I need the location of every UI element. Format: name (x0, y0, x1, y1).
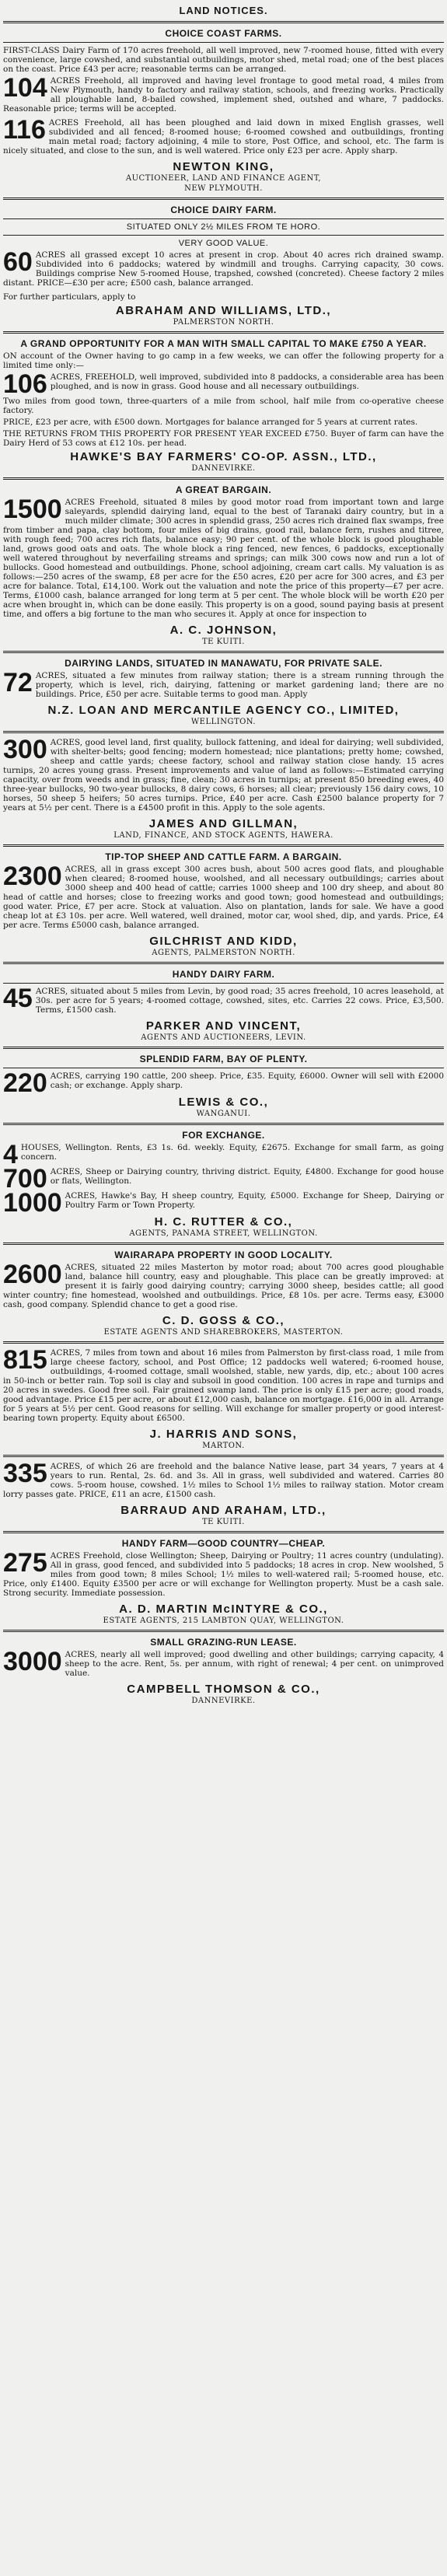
divider (3, 1047, 444, 1049)
advert-text: ACRES all grassed except 10 acres at present in crop. About 40 acres rich drained swamp. Subdivided into 6 paddocks; watered by windmill and troughs. Carrying capacity, 30 cows. Buildings comprise New 5-roomed House, trapshed, cowshed (concreted). Cheese factory 2 miles distant. PRICE—£30 per acre; £500 cash, balance arranged. (3, 250, 444, 288)
advert-paragraph (3, 73, 444, 114)
advert-text: ACRES, carrying 190 cattle, 200 sheep. Price, £35. Equity, £6000. Owner will sell with £2000 cash; or exchange. Apply sharp. (50, 1071, 444, 1090)
agent-place: DANNEVIRKE. (191, 464, 256, 473)
agent-name: N.Z. LOAN AND MERCANTILE AGENCY CO., LIMITED, (47, 704, 400, 717)
acreage-lead: 815 (3, 1345, 47, 1375)
advert-paragraph: For further particulars, apply to (3, 292, 136, 302)
advert-text: ACRES, all in grass except 300 acres bush, about 500 acres good flats, and ploughable when cleared; 8-roomed house, woolshed, and all necessary outbuildings; carries about 3000 sheep and 400 head of cattle; carries 1000 sheep and 100 dry sheep, and about 80 head of cattle and horses; close to freezing works and good town; good homestead and outbuildings; good water. Price, £7 per acre. Stock at valuation. Also on plantation, lands for sale. We have a good cheap lot at £3 10s. per acre. Well watered, well drained, motor car, wool shed, dip, and yards. Price, £4 per acre. Terms £5000 cash, balance arranged. (3, 865, 444, 930)
acreage-lead: 1500 (3, 495, 62, 524)
acreage-lead: 72 (3, 668, 33, 697)
agent-name: J. HARRIS AND SONS, (149, 1428, 298, 1441)
agent-name: H. C. RUTTER & CO., (154, 1215, 293, 1229)
advert-paragraph (3, 862, 444, 930)
advert-paragraph (3, 247, 444, 288)
advert-title: SPLENDID FARM, BAY OF PLENTY. (139, 1054, 308, 1064)
divider (3, 218, 444, 219)
advert-paragraph (3, 495, 444, 619)
advert-paragraph (3, 369, 444, 399)
advert-paragraph (3, 668, 444, 699)
agent-name: NEWTON KING, (173, 160, 274, 173)
advert-text: ACRES, good level land, first quality, bullock fattening, and ideal for dairying; well subdivided, with shelter-belts; good fencing; modern homestead; nice plantations; pretty home; cowshed, sheep and cattle yards; cheese factory, school and railway station close handy. 15 acres turnips, 20 acres young grass. Present improvements and value of land as follows:—Estimated carrying capacity, over from weeds and in grass; fine, clean; 30 acres in turnips; at present 850 breeding ewes, 40 three-year bullocks, 90 two-year bullocks, 8 dairy cows, 6 horses; all clear; previously 156 dairy cows, 10 horses, 50 sheep 5 heifers; 50 acres turnips. Price, £40 per acre. Cash £2500 balance property for 7 years at 5½ per cent. There is a £4500 profit in this. Apply to the sole agents. (3, 738, 444, 813)
agent-name: BARRAUD AND ARAHAM, LTD., (120, 1504, 327, 1517)
divider (3, 331, 444, 334)
advert-text: ACRES, situated a few minutes from railway station; there is a stream running through the property, which is level, rich, dairying, fattening or market gardening land; there are no buildings. Price, £50 per acre. Suitable terms to good man. Apply (35, 671, 444, 699)
advert-te-kuiti (3, 1459, 444, 1526)
page-heading: LAND NOTICES. (179, 5, 268, 16)
acreage-lead: 300 (3, 735, 47, 764)
agent-place: AGENTS, PANAMA STREET, WELLINGTON. (129, 1229, 318, 1238)
advert-text: HOUSES, Wellington. Rents, £3 1s. 6d. weekly. Equity, £2675. Exchange for small farm, as going concern. (20, 1143, 444, 1162)
advert-paragraph (3, 1459, 444, 1499)
agent-place: ESTATE AGENTS AND SHAREBROKERS, MASTERTON. (103, 1328, 344, 1337)
advert-text: ACRES Freehold, close Wellington; Sheep, Dairying or Poultry; 11 acres country (undulating). All in grass, good fenced, and subdivided into 5 paddocks; 18 acres in crop. New woolshed, 5 miles from good town; 8 miles School; 1½ miles to well-watered rail; 5-roomed house, etc. Price, only £1400. Equity £3500 per acre or will exchange for Wellington property. Must be a cash sale. Strong security. Immediate possession. (3, 1551, 444, 1598)
advert-marton (3, 1345, 444, 1450)
advert-tagline: VERY GOOD VALUE. (178, 239, 269, 248)
divider (3, 962, 444, 964)
advert-paragraph (3, 1068, 444, 1098)
advert-paragraph (3, 1164, 444, 1194)
divider (3, 731, 444, 733)
divider (3, 1630, 444, 1632)
advert-bay-of-plenty (3, 1054, 444, 1118)
advert-paragraph (3, 115, 444, 156)
advert-text: ACRES Freehold, situated 8 miles by good motor road from important town and large saleyards, splendid dairying land, equal to the best of Taranaki dairy country, but in a much milder climate; 300 acres in splendid grass, 250 acres rich drained flax swamps, free from timber and papa, clay bottom, four miles of big drains, good rail, balance fern, rushes and titree, with rough feed; 700 acres rich flats, balance easy; 90 per cent. of the whole block is good ploughable land, grows good oats and oats. The whole block a ring fenced, new fences, 6 paddocks, exceptionally well watered throughout by neverfailing streams and springs; can milk 300 cows now and run a lot of bullocks. Good homestead and outbuildings. Phone, school adjoining, cream cart calls. My valuation is as follows:—250 acres of the swamp, £8 per acre for the £50 acres, £20 per acre for 300 acres, and £3 per acre for balance. Total, £14,100. Work out the valuation and note the price of this property—£7 per acre. Terms, £1000 cash, balance arranged for long term at 5 per cent. The whole block will be worth £20 per acre when brought in, which can be done easily. This property is on a good, sound paying basis at present time, and offers a big fortune to the man who secures it. Apply at once for inspection to (3, 498, 444, 619)
advert-paragraph (3, 1647, 444, 1678)
divider (3, 844, 444, 847)
advert-text: ACRES, Sheep or Dairying country, thriving district. Equity, £4800. Exchange for good house or flats, Wellington. (50, 1167, 444, 1186)
acreage-lead: 2300 (3, 862, 62, 891)
agent-place: PALMERSTON NORTH. (173, 318, 274, 327)
advert-text: ACRES, FREEHOLD, well improved, subdivided into 8 paddocks, a considerable area has been ploughed, and is now in grass. Good house and all necessary outbuildings. (50, 372, 444, 391)
advert-small-grazing-run (3, 1637, 444, 1705)
land-notices-page (3, 0, 444, 1707)
advert-text: ACRES Freehold, all improved and having level frontage to good metal road, 4 miles from New Plymouth, handy to factory and railway station, schools, and freezing works. Practically all ploughable land, 8-bailed cowshed, implement shed, outshed and whare, 7 paddocks. Reasonable price; terms will be accepted. (3, 76, 444, 114)
advert-text: ACRES, of which 26 are freehold and the balance Native lease, part 34 years, 7 years at 4 years to run. Rental, 2s. 6d. and 3s. All in grass, well subdivided and watered. Carries 80 cows. 5-room house, cowshed. 1½ miles to School 1½ miles to railway station. Motor cream lorry passes gate. PRICE, £11 an acre, £1500 cash. (3, 1462, 444, 1499)
advert-title: DAIRYING LANDS, SITUATED IN MANAWATU, FOR PRIVATE SALE. (65, 658, 382, 669)
agent-name: PARKER AND VINCENT, (145, 1019, 302, 1033)
acreage-lead: 1000 (3, 1188, 62, 1218)
agent-name: A. C. JOHNSON, (169, 624, 278, 637)
agent-role: AUCTIONEER, LAND AND FINANCE AGENT, (125, 174, 322, 183)
advert-paragraph (3, 1260, 444, 1309)
advert-choice-dairy-farm (3, 204, 444, 327)
divider (3, 1243, 444, 1245)
agent-name: C. D. GOSS & CO., (162, 1314, 285, 1327)
acreage-lead: 106 (3, 369, 47, 399)
advert-paragraph: PRICE, £23 per acre, with £500 down. Mortgages for balance arranged for 5 years at current rates. (3, 418, 418, 427)
advert-paragraph: ON account of the Owner having to go camp in a few weeks, we can offer the following property for a limited time only:— (3, 351, 444, 370)
advert-title: CHOICE DAIRY FARM. (170, 204, 277, 215)
advert-text: ACRES, 7 miles from town and about 16 miles from Palmerston by first-class road, 1 mile from large cheese factory, school, and Post Office; 12 paddocks well watered; 6-roomed house, outbuildings, 4-roomed cottage, small woolshed, stable, new yards, dip, etc.; about 100 acres in 50-inch or better rain. Top soil is clay and subsoil in good condition. 100 acres in rape and turnips and 20 acres in swedes. Good free soil. Fair grained swamp land. The price is only £15 per acre; good roads, good advantage. Price £15 per acre, or about £12,000 cash, balance on mortgage. £16,000 in all. Arrange for 5 years at 5½ per cent. Good reasons for selling. Will exchange for smaller property or good interest-bearing town property. Equity about £6500. (3, 1348, 444, 1423)
acreage-lead: 335 (3, 1459, 47, 1488)
advert-text: ACRES, nearly all well improved; good dwelling and other buildings; carrying capacity, 4 sheep to the acre. Rent, 5s. per annum, with right of renewal; 4 per cent. on unimproved value. (65, 1650, 444, 1678)
agent-name: ABRAHAM AND WILLIAMS, LTD., (115, 304, 332, 317)
acreage-lead: 116 (3, 115, 46, 145)
advert-tip-top (3, 851, 444, 957)
advert-manawatu (3, 658, 444, 726)
advert-title: TIP-TOP SHEEP AND CATTLE FARM. A BARGAIN. (105, 851, 342, 862)
advert-title: CHOICE COAST FARMS. (165, 28, 282, 39)
advert-title: HANDY FARM—GOOD COUNTRY—CHEAP. (121, 1538, 326, 1549)
advert-hawera-farm (3, 735, 444, 840)
advert-paragraph: Two miles from good town, three-quarters of a mile from school, half mile from co-operative cheese factory. (3, 397, 444, 415)
acreage-lead: 220 (3, 1068, 47, 1098)
advert-text: ACRES, situated about 5 miles from Levin, by good road; 35 acres freehold, 10 acres leasehold, at 30s. per acre for 5 years; 4-roomed cottage, cowshed, sites, etc. Carries 22 cows. Price, £3,500. Terms, £1500 cash. (35, 987, 444, 1015)
advert-choice-coast-farms (3, 28, 444, 193)
advert-handy-dairy-farm (3, 969, 444, 1042)
advert-grand-opportunity (3, 338, 444, 473)
divider (3, 477, 444, 480)
acreage-lead: 4 (3, 1140, 18, 1169)
agent-name: JAMES AND GILLMAN, (148, 817, 299, 830)
agent-name: CAMPBELL THOMSON & CO., (127, 1683, 320, 1696)
acreage-lead: 104 (3, 73, 47, 103)
advert-paragraph (3, 984, 444, 1015)
divider (3, 235, 444, 236)
advert-title: HANDY DAIRY FARM. (172, 969, 275, 980)
advert-subtitle: SITUATED ONLY 2½ MILES FROM TE HORO. (126, 222, 321, 232)
acreage-lead: 60 (3, 247, 33, 277)
agent-place: WANGANUI. (196, 1110, 251, 1118)
agent-place: TE KUITI. (202, 1518, 245, 1526)
divider (3, 1531, 444, 1533)
advert-title: A GRAND OPPORTUNITY FOR A MAN WITH SMALL CAPITAL TO MAKE £750 A YEAR. (20, 338, 427, 349)
divider (3, 21, 444, 23)
agent-place: ESTATE AGENTS, 215 LAMBTON QUAY, WELLINGTON. (103, 1617, 344, 1625)
advert-text: ACRES, situated 22 miles Masterton by motor road; about 700 acres good ploughable land, balance hill country, easy and ploughable. This place can be greatly improved: at present it is fairly good dairying country; carrying 3000 sheep, besides cattle; all good winter country; fine homestead, woolshed and outbuildings. Price, £8 10s. per acre. Terms easy, £3000 cash, good company. Splendid chance to get a good rise. (3, 1263, 444, 1309)
agent-name: HAWKE'S BAY FARMERS' CO-OP. ASSN., LTD., (70, 450, 377, 463)
advert-paragraph (3, 1188, 444, 1218)
agent-place: TE KUITI. (202, 638, 245, 646)
acreage-lead: 275 (3, 1548, 47, 1578)
agent-place: AGENTS AND AUCTIONEERS, LEVIN. (141, 1033, 306, 1042)
agent-place: MARTON. (202, 1442, 245, 1450)
agent-place: DANNEVIRKE. (191, 1697, 256, 1705)
acreage-lead: 700 (3, 1164, 47, 1194)
agent-name: GILCHRIST AND KIDD, (149, 935, 298, 948)
agent-name: LEWIS & CO., (178, 1096, 269, 1109)
advert-text: ACRES Freehold, all has been ploughed and laid down in mixed English grasses, well subdivided and all fenced; 8-roomed house; 6-roomed cowshed and outbuildings, fronting main metal road; factory adjoining, 4 mile to store, Post Office, and school, etc. The farm is nicely situated, and close to the sun, and is well watered. Price only £23 per acre. Apply sharp. (3, 118, 444, 156)
agent-role: LAND, FINANCE, AND STOCK AGENTS, HAWERA. (113, 831, 334, 840)
advert-title: WAIRARAPA PROPERTY IN GOOD LOCALITY. (114, 1250, 333, 1260)
divider (3, 42, 444, 43)
acreage-lead: 3000 (3, 1647, 62, 1676)
divider (3, 1123, 444, 1125)
agent-place: NEW PLYMOUTH. (184, 184, 263, 193)
acreage-lead: 2600 (3, 1260, 62, 1289)
advert-for-exchange (3, 1130, 444, 1238)
divider (3, 651, 444, 653)
advert-paragraph (3, 735, 444, 813)
advert-paragraph: THE RETURNS FROM THIS PROPERTY FOR PRESENT YEAR EXCEED £750. Buyer of farm can have the Dairy Herd of 53 cows at £12 10s. per head. (3, 429, 444, 448)
agent-place: AGENTS, PALMERSTON NORTH. (152, 949, 295, 957)
divider (3, 1341, 444, 1344)
advert-paragraph (3, 1548, 444, 1598)
divider (3, 983, 444, 984)
acreage-lead: 45 (3, 984, 33, 1013)
advert-title: FOR EXCHANGE. (182, 1130, 265, 1141)
advert-paragraph: FIRST-CLASS Dairy Farm of 170 acres freehold, all well improved, new 7-roomed house, fitted with every convenience, large cowshed, and substantial outbuildings, motor shed, metal road; one of the best places on the coast. Price £43 per acre; reasonable terms can be arranged. (3, 46, 444, 74)
divider (3, 1455, 444, 1457)
advert-great-bargain (3, 484, 444, 646)
agent-place: WELLINGTON. (190, 718, 257, 726)
advert-paragraph (3, 1140, 444, 1169)
advert-text: ACRES, Hawke's Bay, H sheep country, Equity, £5000. Exchange for Sheep, Dairying or Poultry Farm or Town Property. (65, 1191, 444, 1210)
advert-wairarapa (3, 1250, 444, 1337)
advert-title: A GREAT BARGAIN. (175, 484, 272, 495)
divider (3, 197, 444, 200)
advert-paragraph (3, 1345, 444, 1423)
advert-title: SMALL GRAZING-RUN LEASE. (150, 1637, 297, 1648)
agent-name: A. D. MARTIN McINTYRE & CO., (119, 1603, 328, 1616)
advert-handy-farm-cheap (3, 1538, 444, 1625)
